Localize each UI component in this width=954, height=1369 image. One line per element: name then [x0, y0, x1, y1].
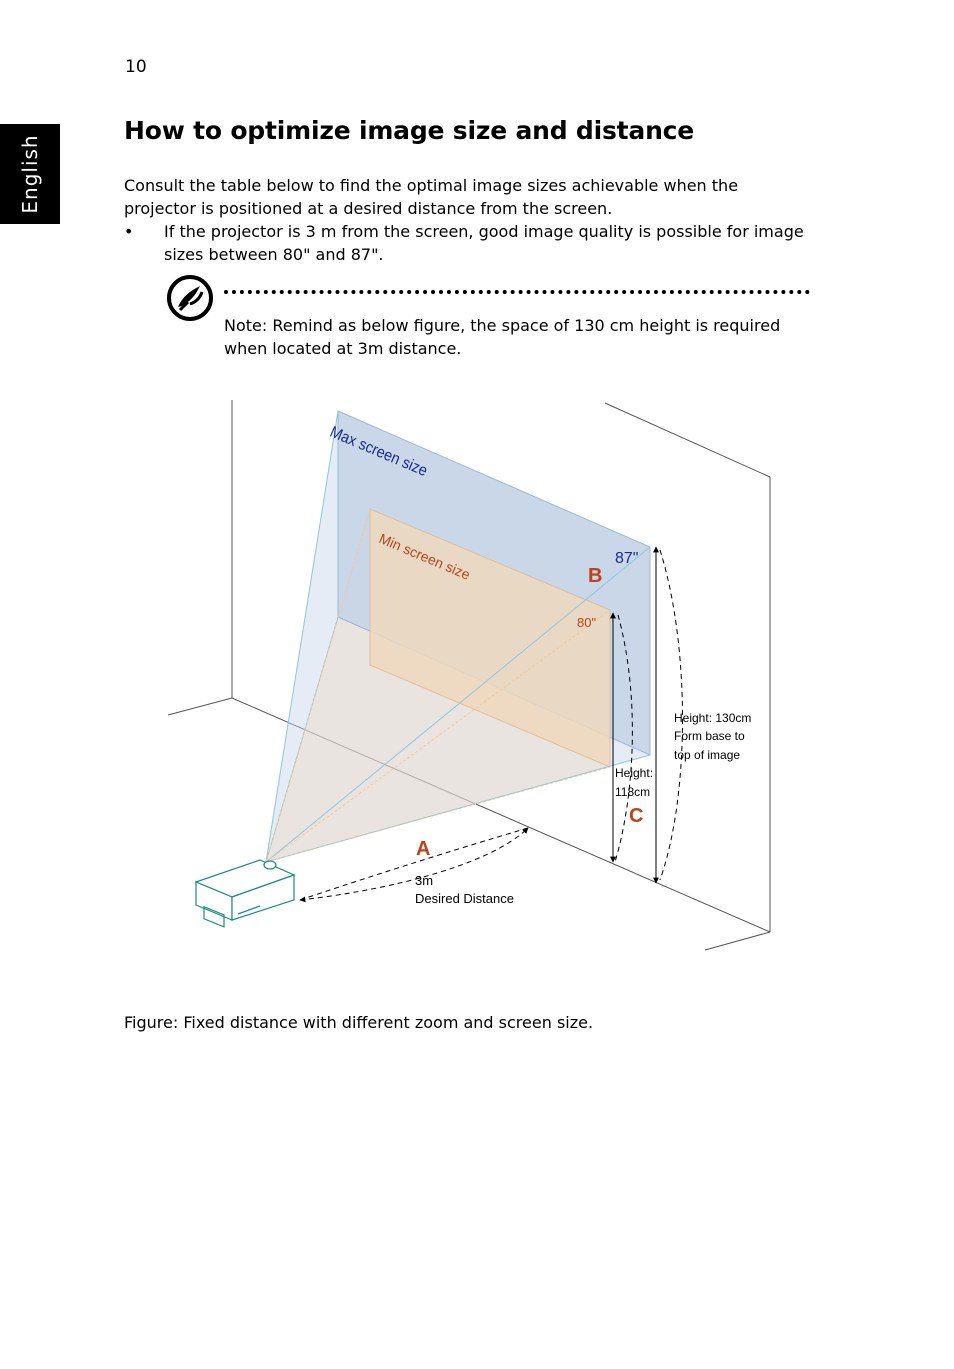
marker-c: C: [629, 805, 644, 827]
height-min-label-2: 118cm: [615, 785, 651, 799]
page-number: 10: [125, 57, 147, 77]
min-size-label: 80": [577, 615, 597, 630]
max-screen-label: Max screen size: [327, 423, 430, 481]
bullet-text: If the projector is 3 m from the screen, good image quality is possible for image sizes between 80" and 87".: [164, 222, 804, 264]
distance-label-2: Desired Distance: [415, 891, 514, 906]
note-divider: [224, 290, 810, 294]
height-max-label-3: top of image: [674, 748, 741, 762]
projection-figure: [160, 395, 780, 960]
intro-paragraph: Consult the table below to find the optimal image sizes achievable when the projector is positioned at a desired distance from the screen.: [124, 176, 739, 218]
distance-label-1: 3m: [415, 873, 434, 888]
height-max-label-1: Height: 130cm: [674, 711, 752, 725]
page-title: How to optimize image size and distance: [124, 116, 695, 145]
note-text: [224, 314, 784, 360]
height-max-label-2: Form base to: [674, 729, 745, 743]
note-pen-icon: [166, 274, 214, 322]
marker-b: B: [588, 565, 603, 587]
note-body: Remind as below figure, the space of 130 cm height is required when located at 3m distance.: [224, 316, 781, 358]
language-side-tab: [0, 124, 60, 224]
caption-label: Figure:: [124, 1013, 179, 1032]
note-label: Note:: [224, 316, 268, 335]
marker-a: A: [416, 838, 431, 860]
height-min-label-1: Height:: [615, 766, 654, 780]
projector-icon: [196, 860, 294, 927]
min-screen-label: Min screen size: [376, 530, 473, 583]
figure-caption: [124, 1013, 593, 1032]
caption-text: Fixed distance with different zoom and screen size.: [178, 1013, 594, 1032]
max-size-label: 87": [615, 550, 639, 567]
bullet-marker: •: [124, 222, 134, 241]
side-tab-label: English: [18, 134, 42, 214]
